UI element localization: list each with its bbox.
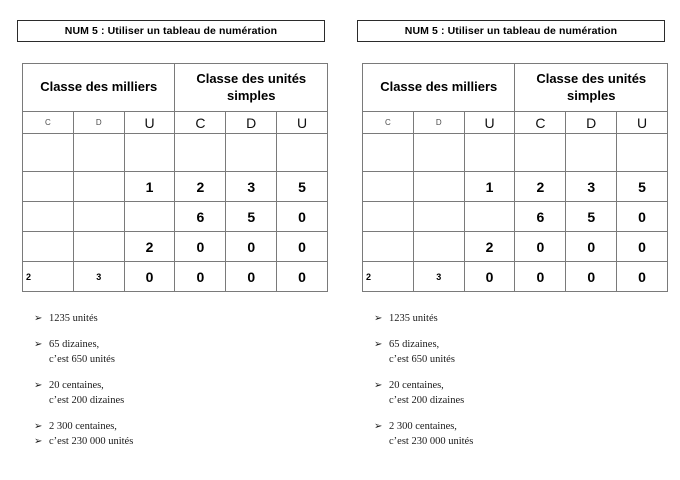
table-cell[interactable] (175, 134, 226, 172)
table-cell[interactable]: 1 (124, 172, 175, 202)
table-cell[interactable] (277, 134, 328, 172)
table-cell[interactable]: 3 (73, 262, 124, 292)
table-cell[interactable] (617, 134, 668, 172)
bullet-group (34, 338, 334, 367)
table-cell[interactable] (566, 134, 617, 172)
table-row (363, 232, 668, 262)
table-cell[interactable] (73, 134, 124, 172)
list-item (374, 435, 674, 449)
table-cell[interactable] (464, 202, 515, 232)
lesson-title-box (17, 20, 325, 42)
table-cell[interactable] (363, 232, 414, 262)
bullet-arrow-icon: ➢ (374, 421, 383, 433)
table-cell[interactable]: 0 (277, 202, 328, 232)
bullet-arrow-icon: ➢ (34, 313, 43, 324)
table-cell[interactable]: 0 (566, 262, 617, 292)
bullet-list (34, 312, 334, 461)
table-cell[interactable]: 5 (226, 202, 277, 232)
table-cell[interactable]: 0 (617, 202, 668, 232)
column-header-2: D (413, 112, 464, 134)
table-cell[interactable]: 1 (464, 172, 515, 202)
bullet-arrow-icon: ➢ (374, 313, 383, 324)
list-item (34, 420, 334, 434)
list-item (374, 394, 674, 408)
table-cell[interactable]: 3 (566, 172, 617, 202)
list-item (34, 379, 334, 393)
bullet-arrow-icon: ➢ (34, 339, 43, 351)
bullet-text: 20 centaines, (389, 380, 444, 392)
table-class-header-row (23, 64, 328, 112)
table-cell[interactable]: 0 (566, 232, 617, 262)
table-row (363, 262, 668, 292)
list-item (34, 312, 334, 326)
bullet-group (34, 420, 334, 449)
column-header-6: U (617, 112, 668, 134)
table-cell[interactable]: 0 (617, 262, 668, 292)
table-cell[interactable] (363, 134, 414, 172)
table-cell[interactable] (464, 134, 515, 172)
table-cell[interactable]: 5 (566, 202, 617, 232)
bullet-text: 20 centaines, (49, 380, 104, 392)
bullet-arrow-icon: ➢ (34, 435, 43, 447)
table-cell[interactable]: 2 (363, 262, 414, 292)
table-cell[interactable] (413, 202, 464, 232)
bullet-text: 65 dizaines, (389, 339, 440, 351)
table-cell[interactable] (73, 232, 124, 262)
list-item (374, 379, 674, 393)
table-cell[interactable]: 2 (124, 232, 175, 262)
table-cell[interactable] (23, 172, 74, 202)
bullet-text: 2 300 centaines, (49, 421, 117, 433)
table-cell[interactable] (363, 202, 414, 232)
table-cell[interactable]: 5 (277, 172, 328, 202)
class-header-cell: Classe des unités simples (515, 64, 668, 112)
table-cell[interactable]: 0 (175, 232, 226, 262)
table-cell[interactable]: 0 (617, 232, 668, 262)
table-cell[interactable]: 0 (124, 262, 175, 292)
lesson-title-box (357, 20, 665, 42)
table-row (23, 134, 328, 172)
bullet-group (374, 420, 674, 449)
list-item (374, 420, 674, 434)
bullet-group (34, 379, 334, 408)
bullet-group (374, 379, 674, 408)
bullet-text: c’est 200 dizaines (49, 394, 125, 406)
bullet-text: c’est 650 unités (389, 353, 455, 365)
table-cell[interactable]: 2 (175, 172, 226, 202)
bullet-text: c’est 650 unités (49, 353, 115, 365)
numeration-table (22, 63, 328, 292)
table-cell[interactable] (413, 172, 464, 202)
table-cell[interactable] (515, 134, 566, 172)
column-header-4: C (515, 112, 566, 134)
table-class-header-row (363, 64, 668, 112)
column-header-3: U (464, 112, 515, 134)
table-cell[interactable]: 0 (277, 262, 328, 292)
list-item (374, 353, 674, 367)
table-cell[interactable]: 0 (277, 232, 328, 262)
bullet-list (374, 312, 674, 461)
table-cell[interactable] (226, 134, 277, 172)
column-header-5: D (566, 112, 617, 134)
table-row (23, 202, 328, 232)
table-cell[interactable]: 6 (515, 202, 566, 232)
table-cell[interactable] (23, 202, 74, 232)
bullet-arrow-icon: ➢ (374, 339, 383, 351)
table-cell[interactable]: 3 (226, 172, 277, 202)
lesson-title-text: NUM 5 : Utiliser un tableau de numération (404, 25, 618, 37)
table-cell[interactable] (413, 134, 464, 172)
bullet-arrow-icon: ➢ (374, 380, 383, 392)
table-cell[interactable] (23, 134, 74, 172)
table-row (23, 232, 328, 262)
class-header-cell: Classe des milliers (363, 64, 515, 112)
bullet-text: c’est 200 dizaines (389, 394, 465, 406)
list-item (34, 353, 334, 367)
table-cell[interactable]: 0 (515, 262, 566, 292)
table-cell[interactable]: 0 (175, 262, 226, 292)
bullet-text: 1235 unités (389, 313, 438, 324)
table-row (23, 262, 328, 292)
column-header-6: U (277, 112, 328, 134)
class-header-cell: Classe des milliers (23, 64, 175, 112)
bullet-group (374, 338, 674, 367)
table-cell[interactable] (73, 202, 124, 232)
bullet-text: c’est 230 000 unités (49, 435, 134, 447)
table-cell[interactable]: 0 (226, 232, 277, 262)
column-header-1: C (23, 112, 74, 134)
table-cell[interactable] (124, 202, 175, 232)
bullet-group (34, 312, 334, 326)
table-row (363, 134, 668, 172)
table-cell[interactable]: 2 (515, 172, 566, 202)
table-row (363, 202, 668, 232)
list-item (34, 338, 334, 352)
table-cell[interactable] (23, 232, 74, 262)
table-cell[interactable] (73, 172, 124, 202)
table-cell[interactable]: 0 (226, 262, 277, 292)
table-column-header-row (23, 112, 328, 134)
column-header-5: D (226, 112, 277, 134)
numeration-table (362, 63, 668, 292)
bullet-arrow-icon: ➢ (34, 421, 43, 433)
column-header-1: C (363, 112, 414, 134)
bullet-text: 65 dizaines, (49, 339, 100, 351)
table-cell[interactable]: 3 (413, 262, 464, 292)
table-cell[interactable]: 6 (175, 202, 226, 232)
table-cell[interactable]: 5 (617, 172, 668, 202)
column-header-2: D (73, 112, 124, 134)
list-item (34, 394, 334, 408)
table-row (23, 172, 328, 202)
list-item (374, 312, 674, 326)
table-cell[interactable]: 2 (23, 262, 74, 292)
list-item (34, 435, 334, 449)
class-header-cell: Classe des unités simples (175, 64, 328, 112)
bullet-text: c’est 230 000 unités (389, 435, 474, 447)
table-cell[interactable] (124, 134, 175, 172)
column-header-4: C (175, 112, 226, 134)
table-cell[interactable]: 2 (464, 232, 515, 262)
bullet-arrow-icon: ➢ (34, 380, 43, 392)
table-row (363, 172, 668, 202)
table-column-header-row (363, 112, 668, 134)
panel-right (340, 0, 680, 480)
bullet-text: 2 300 centaines, (389, 421, 457, 433)
table-cell[interactable]: 0 (464, 262, 515, 292)
table-cell[interactable]: 0 (515, 232, 566, 262)
lesson-title-text: NUM 5 : Utiliser un tableau de numération (64, 25, 278, 37)
column-header-3: U (124, 112, 175, 134)
bullet-group (374, 312, 674, 326)
list-item (374, 338, 674, 352)
table-cell[interactable] (413, 232, 464, 262)
bullet-text: 1235 unités (49, 313, 98, 324)
table-cell[interactable] (363, 172, 414, 202)
